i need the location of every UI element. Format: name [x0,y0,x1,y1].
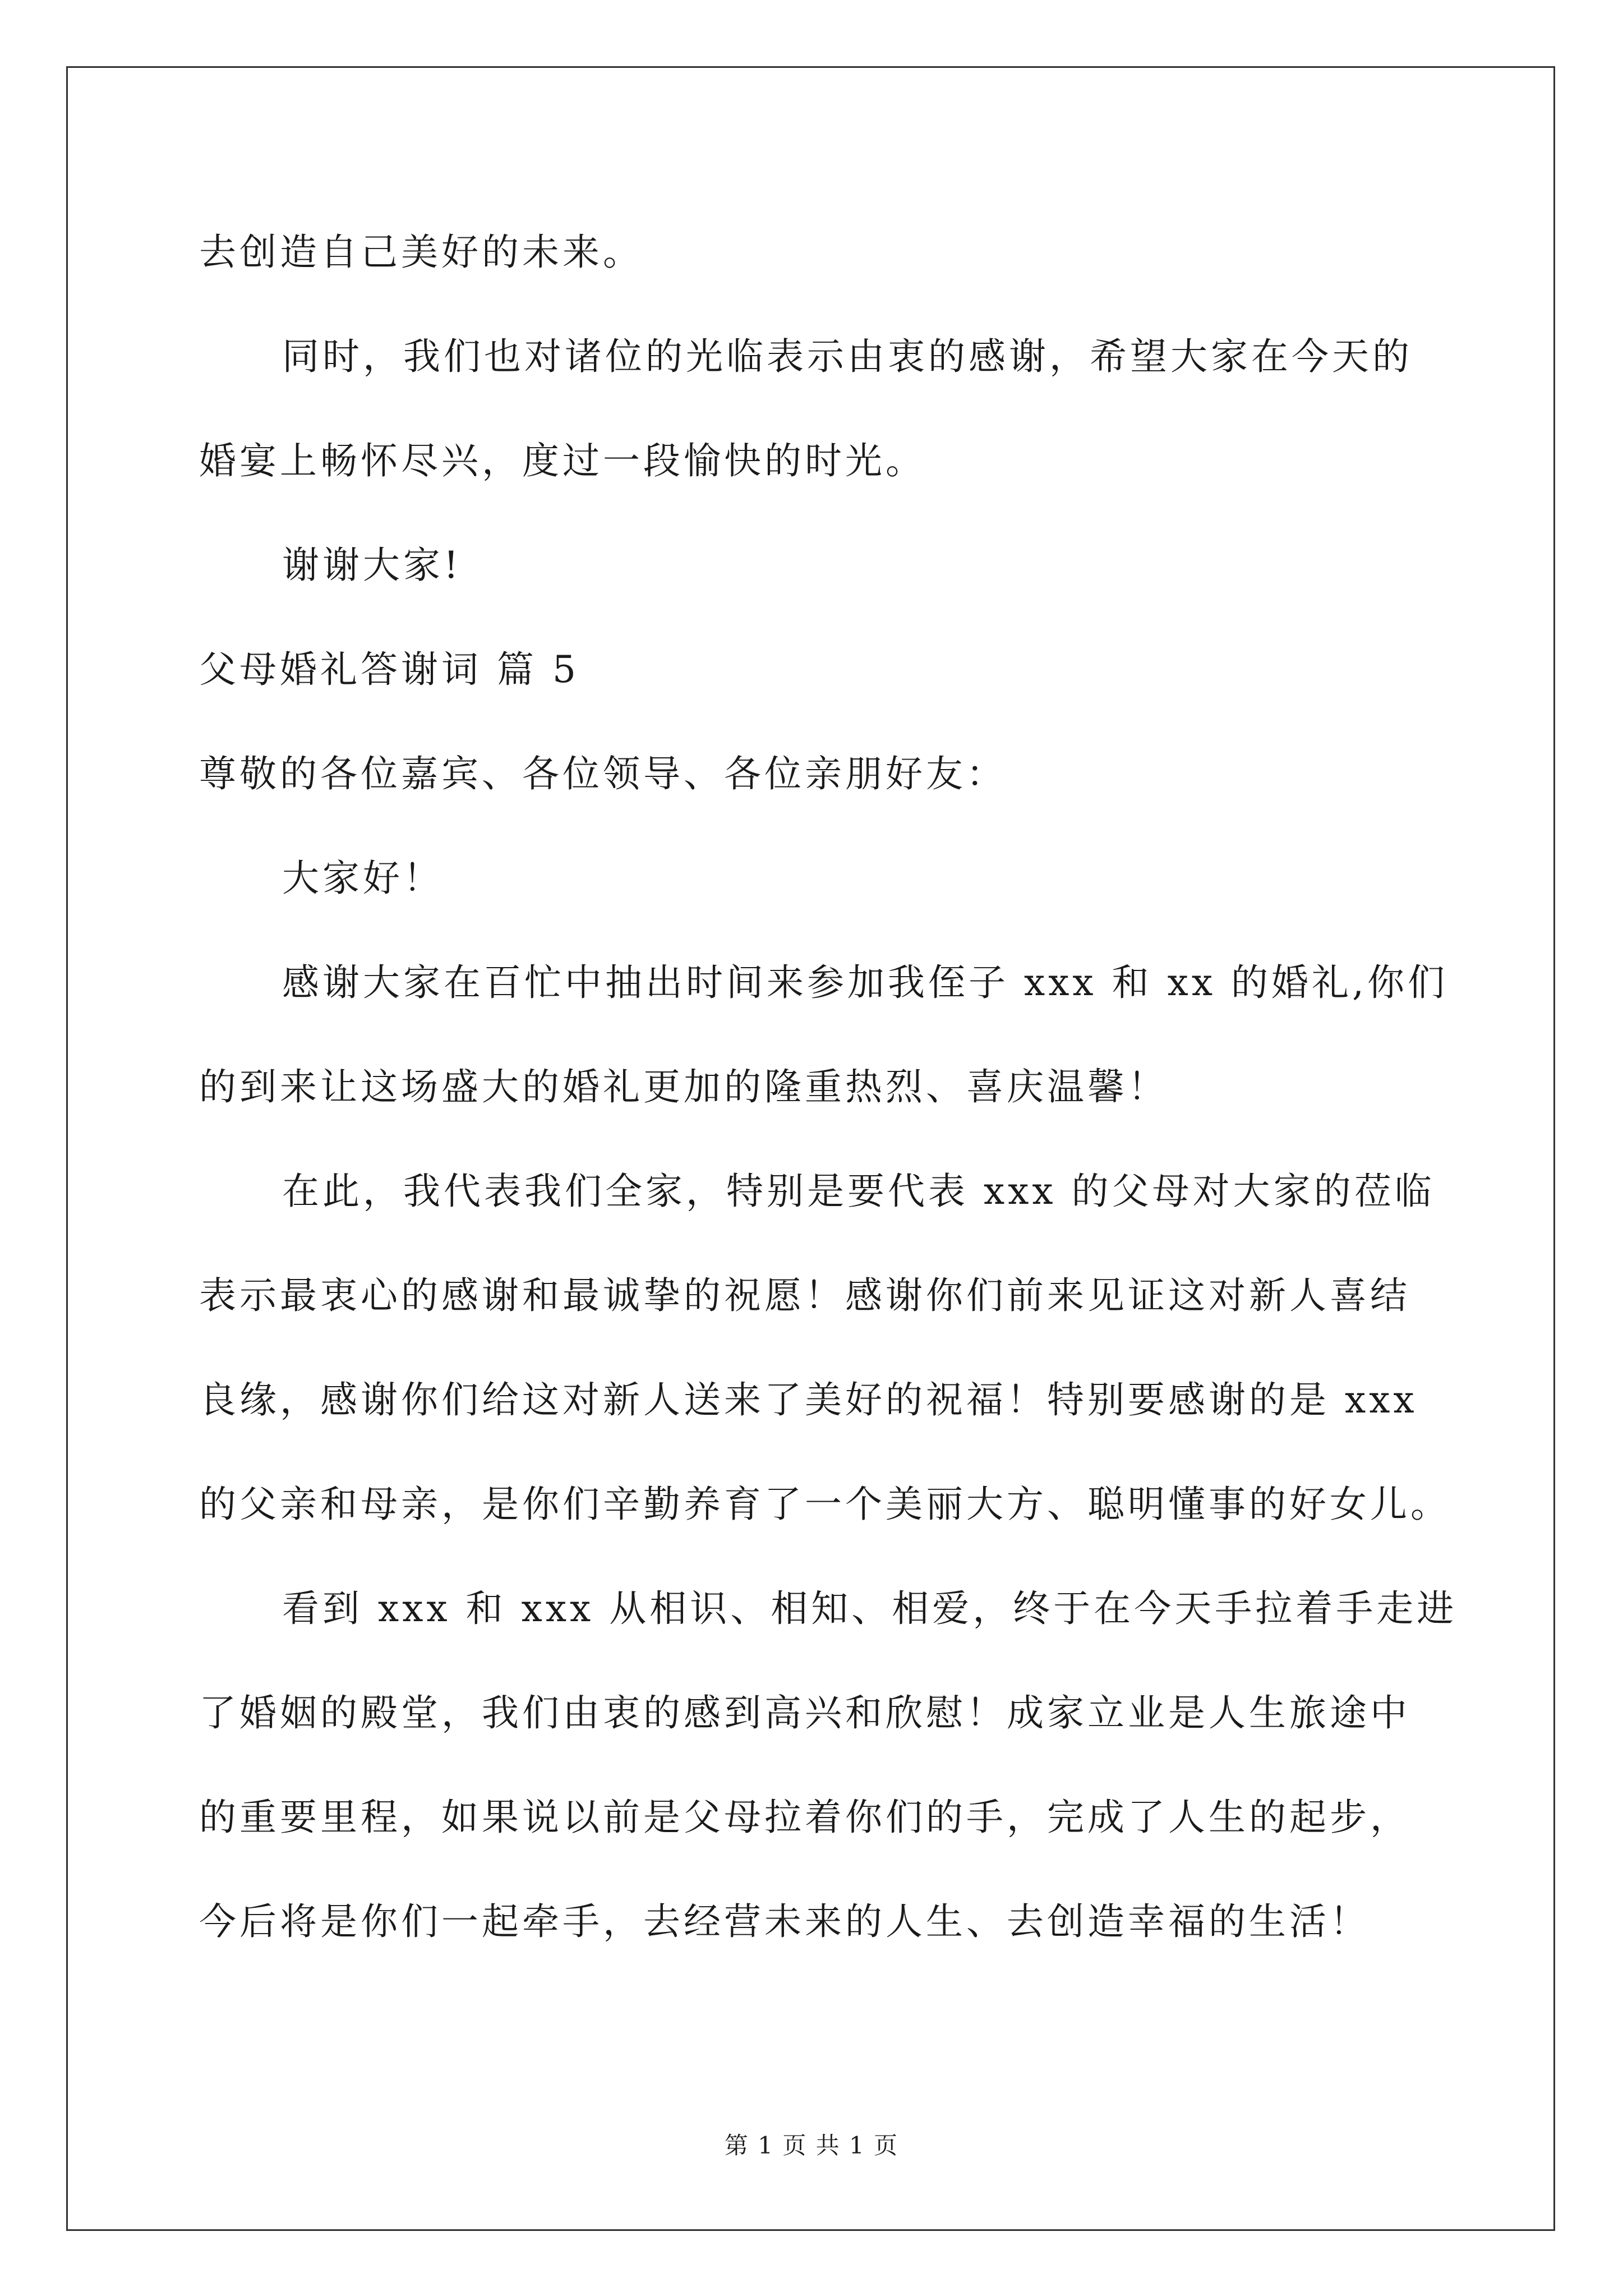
text-line: 的到来让这场盛大的婚礼更加的隆重热烈、喜庆温馨！ [199,1065,1168,1108]
greeting: 大家好！ [282,857,444,900]
text-line: 去创造自己美好的未来。 [199,231,643,274]
text-line: 表示最衷心的感谢和最诚挚的祝愿！感谢你们前来见证这对新人喜结 [199,1274,1410,1317]
text-line: 今后将是你们一起牵手，去经营未来的人生、去创造幸福的生活！ [199,1900,1370,1943]
paragraph-line: 同时，我们也对诸位的光临表示由衷的感谢，希望大家在今天的 [282,335,1413,378]
text-line: 婚宴上畅怀尽兴，度过一段愉快的时光。 [199,439,926,482]
paragraph-line: 在此，我代表我们全家，特别是要代表 xxx 的父母对大家的莅临 [282,1170,1435,1213]
text-line: 了婚姻的殿堂，我们由衷的感到高兴和欣慰！成家立业是人生旅途中 [199,1691,1410,1734]
paragraph-line: 谢谢大家! [282,544,462,587]
salutation: 尊敬的各位嘉宾、各位领导、各位亲朋好友： [199,752,1007,795]
text-line: 的父亲和母亲，是你们辛勤养育了一个美丽大方、聪明懂事的好女儿。 [199,1483,1451,1526]
text-line: 良缘，感谢你们给这对新人送来了美好的祝福！特别要感谢的是 xxx [199,1378,1418,1421]
text-line: 的重要里程，如果说以前是父母拉着你们的手，完成了人生的起步， [199,1796,1410,1839]
paragraph-line: 看到 xxx 和 xxx 从相识、相知、相爱，终于在今天手拉着手走进 [282,1587,1458,1630]
section-heading: 父母婚礼答谢词 篇 5 [199,648,579,691]
paragraph-line: 感谢大家在百忙中抽出时间来参加我侄子 xxx 和 xx 的婚礼,你们 [282,961,1449,1004]
page-footer: 第 1 页 共 1 页 [724,2132,899,2159]
